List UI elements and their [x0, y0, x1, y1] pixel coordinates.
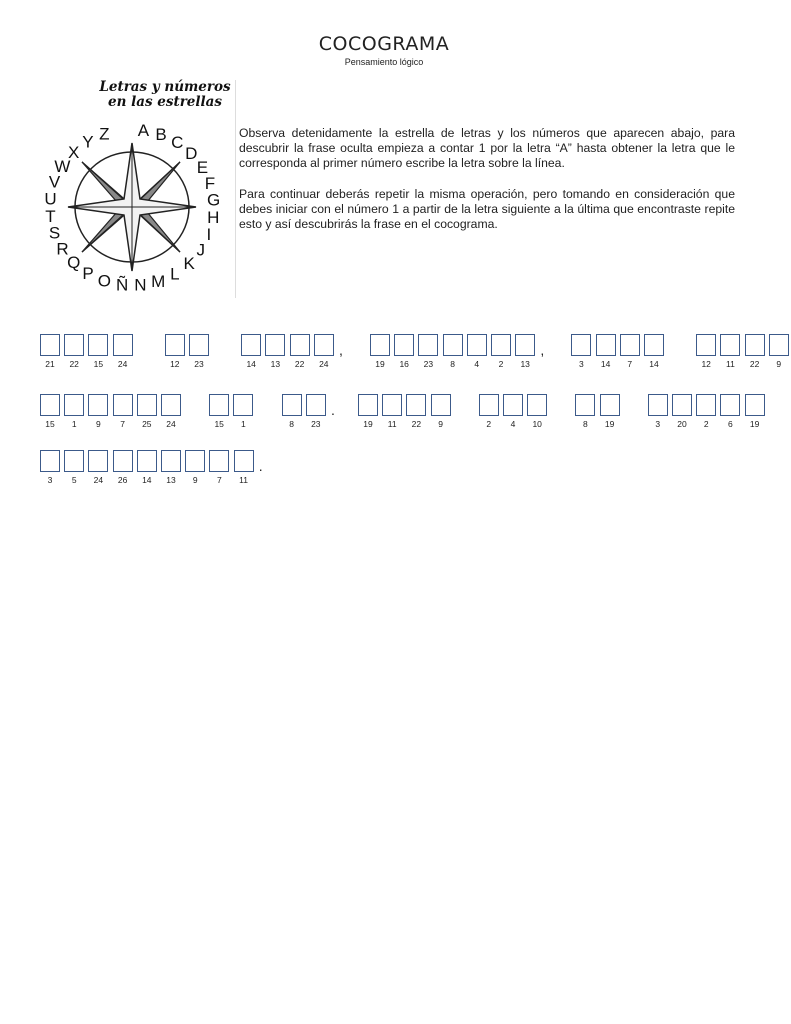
letter-box[interactable]: [745, 394, 765, 416]
star-letter: Y: [82, 132, 94, 152]
star-letter: M: [151, 271, 166, 291]
letter-box-number: 7: [120, 419, 125, 429]
letter-box-number: 24: [93, 475, 104, 485]
letter-box-number: 2: [486, 419, 492, 429]
punctuation-mark: .: [258, 458, 263, 474]
star-letter: A: [137, 120, 150, 140]
letter-box-number: 14: [600, 359, 611, 369]
star-letter: O: [97, 271, 112, 291]
letter-box-number: 13: [520, 359, 530, 369]
letter-box-number: 7: [217, 475, 222, 485]
punctuation-mark: ,: [540, 342, 545, 358]
letter-box[interactable]: [185, 450, 205, 472]
page-subtitle: Pensamiento lógico: [344, 57, 424, 67]
letter-box-number: 22: [69, 359, 79, 369]
letter-box-number: 12: [701, 359, 711, 369]
letter-box[interactable]: [769, 334, 789, 356]
letter-box[interactable]: [600, 394, 620, 416]
letter-box[interactable]: [431, 394, 451, 416]
star-letter: V: [48, 172, 61, 192]
letter-box-number: 19: [363, 419, 373, 429]
star-letter: Z: [99, 124, 110, 144]
letter-box[interactable]: [443, 334, 463, 356]
letter-box[interactable]: [394, 334, 414, 356]
letter-box[interactable]: [161, 450, 181, 472]
letter-box-number: 23: [194, 359, 204, 369]
letter-box[interactable]: [527, 394, 547, 416]
letter-box-number: 4: [510, 419, 516, 429]
letter-box-number: 23: [423, 359, 434, 369]
letter-box[interactable]: [64, 334, 84, 356]
letter-box-number: 19: [375, 359, 385, 369]
letter-box-number: 22: [411, 419, 422, 429]
letter-box[interactable]: [40, 334, 60, 356]
letter-box[interactable]: [209, 394, 229, 416]
instructions-paragraph-1: Observa detenidamente la estrella de letras y los números que aparecen abajo, para descubrir la frase oculta empieza a contar 1 por la letra “A” hasta obtener la letra que le corresponda al primer número escribe la letra sobre la línea.: [239, 126, 735, 170]
letter-box-number: 3: [655, 419, 661, 429]
letter-box-number: 14: [142, 475, 152, 485]
instructions-text: [239, 126, 735, 248]
letter-box[interactable]: [515, 334, 535, 356]
letter-box-number: 8: [289, 419, 294, 429]
letter-box[interactable]: [696, 394, 716, 416]
letter-box[interactable]: [418, 334, 438, 356]
letter-box[interactable]: [370, 334, 390, 356]
letter-box[interactable]: [596, 334, 616, 356]
star-title-line-1: Letras y números: [99, 79, 231, 95]
star-letter: Ñ: [116, 275, 129, 295]
star-letter: H: [207, 208, 220, 228]
letter-box[interactable]: [88, 450, 108, 472]
letter-box-number: 7: [627, 359, 633, 369]
star-letter: G: [206, 190, 221, 210]
star-letter: N: [134, 275, 147, 295]
letter-box[interactable]: [209, 450, 229, 472]
star-letter: S: [48, 223, 61, 243]
letter-box-number: 3: [579, 359, 584, 369]
letter-box[interactable]: [113, 334, 133, 356]
letter-box[interactable]: [696, 334, 716, 356]
letter-box-number: 15: [93, 359, 104, 369]
letter-box[interactable]: [575, 394, 595, 416]
letter-box-number: 10: [532, 419, 542, 429]
star-letter: L: [170, 264, 180, 284]
letter-box-number: 20: [677, 419, 687, 429]
letter-box-number: 9: [776, 359, 782, 369]
letter-star-figure: [30, 80, 236, 298]
letter-box[interactable]: [503, 394, 523, 416]
star-letter: E: [196, 158, 209, 177]
letter-box-number: 15: [214, 419, 224, 429]
star-title-line-2: en las estrellas: [107, 94, 222, 110]
letter-box-number: 4: [474, 359, 480, 369]
letter-box[interactable]: [314, 334, 334, 356]
letter-box[interactable]: [358, 394, 378, 416]
star-letter: C: [171, 133, 184, 152]
letter-box[interactable]: [64, 450, 84, 472]
letter-box[interactable]: [234, 450, 254, 472]
letter-box-number: 26: [117, 475, 128, 485]
letter-box-number: 2: [703, 419, 709, 429]
letter-box-number: 1: [71, 419, 77, 429]
letter-box-number: 5: [71, 475, 77, 485]
letter-box[interactable]: [672, 394, 692, 416]
letter-box-number: 2: [498, 359, 504, 369]
letter-box-number: 24: [166, 419, 176, 429]
star-letter: J: [196, 240, 206, 260]
star-letter: Q: [67, 252, 81, 272]
letter-box-number: 9: [192, 475, 198, 485]
letter-box-number: 14: [246, 359, 256, 369]
letter-box[interactable]: [137, 450, 157, 472]
letter-box[interactable]: [406, 394, 426, 416]
letter-box[interactable]: [382, 394, 402, 416]
star-letter: W: [54, 156, 71, 176]
compass-star-icon: [30, 110, 235, 300]
letter-box[interactable]: [40, 394, 60, 416]
punctuation-mark: ,: [339, 342, 343, 358]
letter-box-number: 24: [319, 359, 329, 369]
letter-box[interactable]: [720, 394, 740, 416]
letter-box-number: 25: [142, 419, 152, 429]
letter-box-number: 23: [311, 419, 321, 429]
letter-box[interactable]: [137, 394, 157, 416]
star-letter: D: [185, 144, 198, 164]
letter-box-number: 3: [47, 475, 53, 485]
letter-box-number: 22: [749, 359, 760, 369]
letter-box[interactable]: [479, 394, 499, 416]
letter-box[interactable]: [644, 334, 664, 356]
letter-box[interactable]: [467, 334, 487, 356]
letter-box[interactable]: [40, 450, 60, 472]
letter-box[interactable]: [113, 394, 133, 416]
page-title: COCOGRAMA: [318, 33, 450, 55]
letter-box[interactable]: [233, 394, 253, 416]
letter-box[interactable]: [491, 334, 511, 356]
letter-box[interactable]: [620, 334, 640, 356]
letter-box-number: 9: [438, 419, 443, 429]
letter-box-number: 11: [387, 419, 397, 429]
letter-box[interactable]: [161, 394, 181, 416]
letter-box[interactable]: [571, 334, 591, 356]
letter-box-number: 11: [725, 359, 735, 369]
letter-box[interactable]: [165, 334, 185, 356]
letter-box[interactable]: [189, 334, 209, 356]
letter-box[interactable]: [241, 334, 261, 356]
star-figure-title: [90, 80, 240, 110]
letter-box[interactable]: [265, 334, 285, 356]
letter-box[interactable]: [64, 394, 84, 416]
letter-box-number: 19: [749, 419, 760, 429]
letter-box-number: 22: [294, 359, 305, 369]
letter-box-number: 13: [270, 359, 281, 369]
letter-box-number: 19: [604, 419, 615, 429]
letter-box[interactable]: [306, 394, 326, 416]
letter-box[interactable]: [290, 334, 310, 356]
letter-box-number: 9: [96, 419, 101, 429]
letter-box-number: 12: [170, 359, 180, 369]
letter-box[interactable]: [88, 334, 108, 356]
letter-box[interactable]: [282, 394, 302, 416]
letter-box[interactable]: [88, 394, 108, 416]
letter-box-number: 15: [45, 419, 55, 429]
star-letter: T: [45, 206, 56, 226]
letter-box-number: 24: [117, 359, 128, 369]
letter-box-number: 13: [166, 475, 176, 485]
letter-box[interactable]: [113, 450, 133, 472]
star-letter: R: [56, 239, 69, 259]
letter-box-number: 8: [583, 419, 588, 429]
star-letter: F: [204, 173, 216, 193]
star-letter: U: [44, 189, 57, 209]
star-letter: I: [206, 225, 212, 244]
letter-box-number: 8: [450, 359, 455, 369]
letter-box-number: 14: [649, 359, 659, 369]
letter-box-number: 1: [241, 419, 246, 429]
letter-box[interactable]: [745, 334, 765, 356]
letter-box-number: 11: [239, 475, 248, 485]
letter-box[interactable]: [720, 334, 740, 356]
star-letter: X: [68, 143, 80, 163]
star-letter: K: [183, 253, 195, 273]
punctuation-mark: .: [331, 402, 335, 418]
instructions-paragraph-2: Para continuar deberás repetir la misma operación, pero tomando en consideración que debes iniciar con el número 1 a partir de la letra siguiente a la última que encontraste repite esto y así descubrirás la frase en el cocograma.: [239, 187, 735, 231]
letter-box[interactable]: [648, 394, 668, 416]
star-letter: P: [82, 263, 94, 283]
letter-box-number: 6: [728, 419, 733, 429]
letter-box-number: 16: [399, 359, 409, 369]
letter-box-number: 21: [45, 359, 55, 369]
star-letter: B: [155, 125, 167, 145]
